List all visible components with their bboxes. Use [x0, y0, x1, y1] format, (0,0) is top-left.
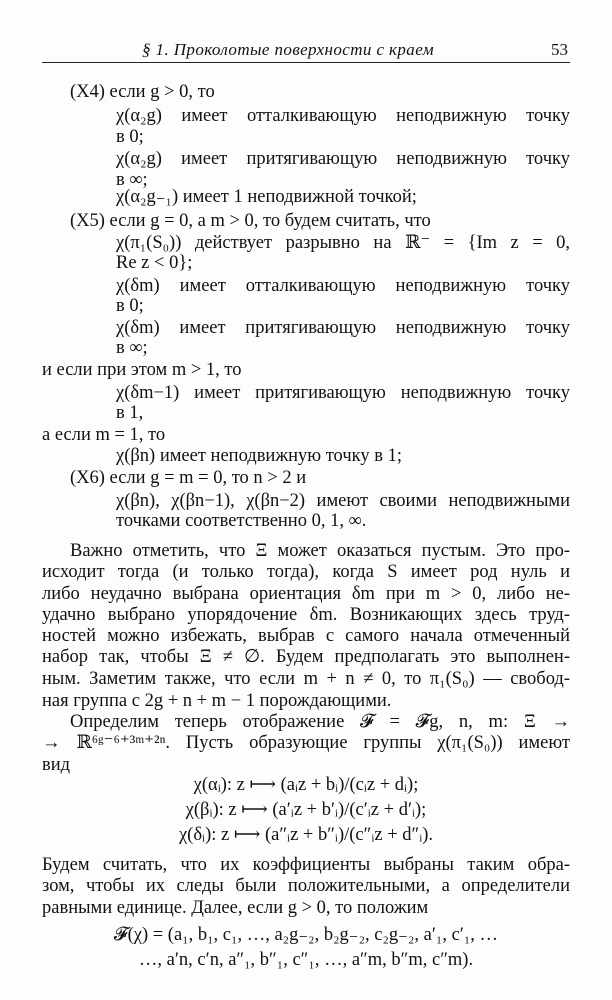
x5-item-3-cont: в ∞; [116, 338, 148, 358]
formula-alpha: χ(αᵢ): z ⟼ (aᵢz + bᵢ)/(cᵢz + dᵢ); [193, 775, 419, 795]
case-x4-heading: (X4) если g > 0, то [70, 82, 215, 102]
para2-line-1: Определим теперь отображение 𝓕 = 𝓕g, n, m: Ξ → [70, 712, 570, 732]
formula-f-line-1: 𝓕(χ) = (a₁, b₁, c₁, …, a₂g₋₂, b₂g₋₂, c₂g₋₂, a′₁, c′₁, … [113, 925, 499, 945]
section-title: § 1. Проколотые поверхности с краем [142, 40, 434, 59]
x6-item-1-cont: точками соответственно 0, 1, ∞. [116, 511, 367, 531]
x6-item-1: χ(βn), χ(βn−1), χ(βn−2) имеют своими неподвижными [116, 491, 570, 511]
x4-item-2-cont: в ∞; [116, 170, 148, 190]
x5-item-2: χ(δm) имеет отталкивающую неподвижную точку [116, 276, 570, 296]
para2-line-3: вид [42, 755, 71, 775]
para1-line-6: набор так, чтобы Ξ ≠ ∅. Будем предполагать это выполнен- [42, 647, 570, 667]
para1-line-5: ностей можно избежать, выбрав с самого начала отмеченный [42, 626, 570, 646]
x4-item-2: χ(α₂g) имеет притягивающую неподвижную точку [116, 149, 570, 169]
x4-item-3: χ(α₂g₋₁) имеет 1 неподвижной точкой; [116, 187, 417, 207]
running-header [42, 38, 570, 63]
para2-line-2: → ℝ⁶ᵍ⁻⁶⁺³ᵐ⁺²ⁿ. Пусть образующие группы χ(π₁(S₀)) имеют [42, 733, 570, 753]
para1-line-4: удачно выбрано упорядочение δm. Возникающих здесь труд- [42, 605, 570, 625]
para1-line-1: Важно отметить, что Ξ может оказаться пустым. Это про- [70, 541, 570, 561]
x5-item-2-cont: в 0; [116, 296, 144, 316]
x5-condition-1: и если при этом m > 1, то [42, 360, 242, 380]
x5-condition-2: а если m = 1, то [42, 425, 166, 445]
case-x5-heading: (X5) если g = 0, а m > 0, то будем считать, что [70, 211, 431, 231]
page-number: 53 [551, 40, 568, 59]
para3-line-1: Будем считать, что их коэффициенты выбраны таким обра- [42, 855, 570, 875]
x5-item-3: χ(δm) имеет притягивающую неподвижную точку [116, 318, 570, 338]
para3-line-3: равными единице. Далее, если g > 0, то положим [42, 898, 429, 918]
formula-delta: χ(δᵢ): z ⟼ (a″ᵢz + b″ᵢ)/(c″ᵢz + d″ᵢ). [178, 825, 434, 845]
x5-item-5: χ(βn) имеет неподвижную точку в 1; [116, 446, 402, 466]
x5-item-1-cont: Re z < 0}; [116, 253, 193, 273]
para3-line-2: зом, чтобы их следы были положительными, а определители [42, 876, 570, 896]
para1-line-3: либо неудачно выбрана ориентация δm при m > 0, либо не- [42, 584, 570, 604]
formula-beta: χ(βᵢ): z ⟼ (a′ᵢz + b′ᵢ)/(c′ᵢz + d′ᵢ); [185, 800, 427, 820]
case-x6-heading: (X6) если g = m = 0, то n > 2 и [70, 468, 307, 488]
formula-f-line-2: …, a′n, c′n, a″₁, b″₁, c″₁, …, a″m, b″m, c″m). [138, 950, 474, 970]
x5-item-1: χ(π₁(S₀)) действует разрывно на ℝ⁻ = {Im z = 0, [116, 233, 570, 253]
x5-item-4-cont: в 1, [116, 403, 144, 423]
x4-item-1-cont: в 0; [116, 127, 144, 147]
x5-item-4: χ(δm−1) имеет притягивающую неподвижную точку [116, 383, 570, 403]
para1-line-7: ным. Заметим также, что если m + n ≠ 0, то π₁(S₀) — свобод- [42, 669, 570, 689]
para1-line-2: исходит тогда (и только тогда), когда S имеет род нуль и [42, 562, 570, 582]
x4-item-1: χ(α₂g) имеет отталкивающую неподвижную точку [116, 106, 570, 126]
para1-line-8: ная группа с 2g + n + m − 1 порождающими. [42, 691, 392, 711]
